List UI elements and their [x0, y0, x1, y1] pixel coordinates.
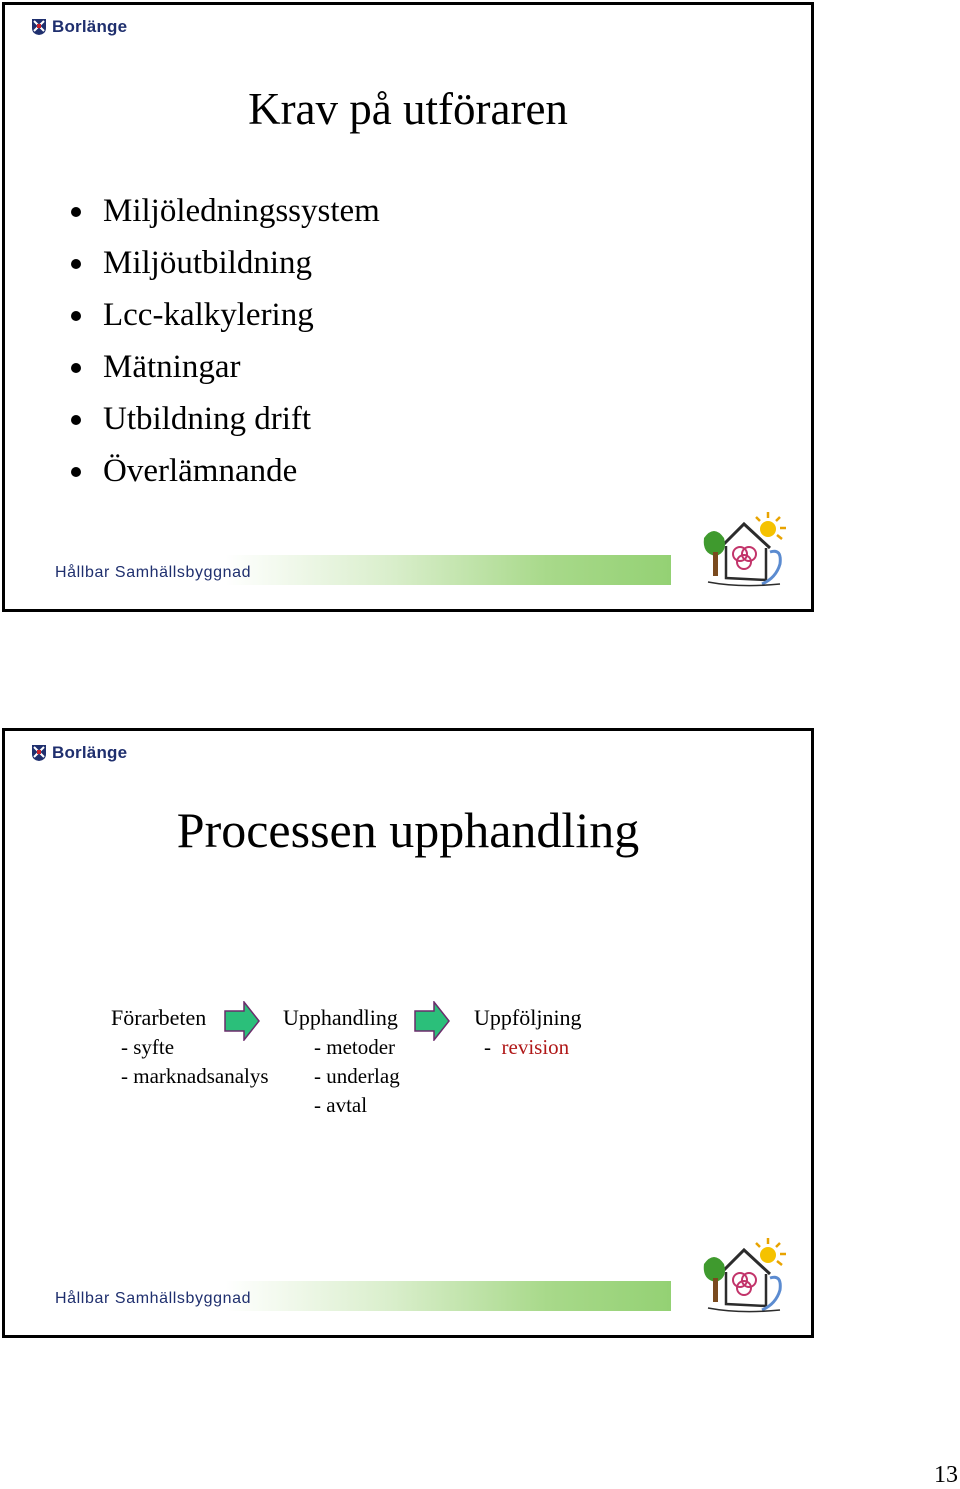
process-step-uppfoljning [474, 1003, 582, 1062]
bullet-item: Mätningar [71, 341, 380, 393]
bullet-item: Miljöutbildning [71, 237, 380, 289]
borlange-logo [31, 17, 127, 37]
slide-title: Processen upphandling [176, 802, 640, 858]
borlange-shield-icon [31, 744, 47, 762]
borlange-shield-icon [31, 18, 47, 36]
sustainable-house-emblem-icon [700, 508, 792, 590]
arrow-right-icon [224, 1001, 260, 1041]
arrow-right-icon [414, 1001, 450, 1041]
slide-1 [2, 2, 814, 612]
footer-text: Hållbar Samhällsbyggnad [55, 564, 252, 581]
slide-2 [2, 728, 814, 1338]
bullet-list [71, 185, 380, 497]
borlange-logo [31, 743, 127, 763]
step-item: - metoder [314, 1035, 396, 1059]
bullet-item: Överlämnande [71, 445, 380, 497]
brand-name: Borlänge [52, 743, 128, 762]
footer-text: Hållbar Samhällsbyggnad [55, 1290, 252, 1307]
revision-text: revision [501, 1035, 570, 1059]
step-item: - avtal [314, 1093, 368, 1117]
step-heading: Upphandling [283, 1005, 398, 1030]
step-item [474, 1033, 582, 1062]
step-dash: - [484, 1035, 491, 1059]
page-number: 13 [934, 1462, 958, 1488]
sustainable-house-emblem-icon [700, 1234, 792, 1316]
slide-title: Krav på utföraren [248, 84, 568, 134]
process-step-upphandling [283, 1003, 400, 1120]
bullet-item: Utbildning drift [71, 393, 380, 445]
step-heading: Förarbeten [111, 1005, 207, 1030]
step-item: - underlag [314, 1064, 400, 1088]
bullet-item: Miljöledningssystem [71, 185, 380, 237]
bullet-item: Lcc-kalkylering [71, 289, 380, 341]
step-heading: Uppföljning [474, 1005, 582, 1030]
brand-name: Borlänge [52, 17, 128, 36]
step-item: - marknadsanalys [121, 1064, 269, 1088]
step-item: - syfte [121, 1035, 175, 1059]
